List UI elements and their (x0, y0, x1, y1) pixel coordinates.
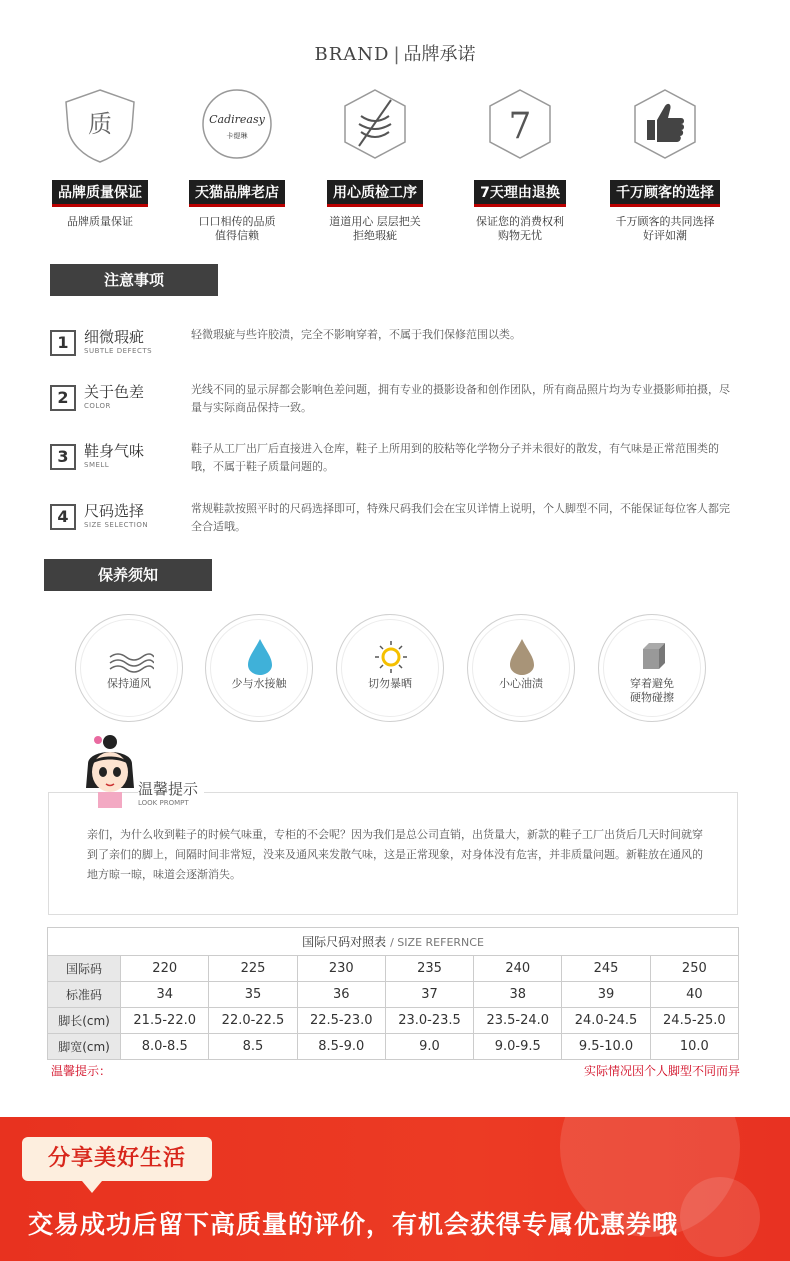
brand-badge: 天猫品牌老店 (189, 180, 285, 207)
thumbs-up-icon (615, 86, 715, 166)
brand-title-separator: | (393, 44, 400, 65)
brand-desc-line2: 好评如潮 (643, 229, 687, 242)
care-label (337, 677, 443, 691)
care-label-line1: 保持通风 (107, 677, 151, 690)
table-cell: 34 (121, 982, 209, 1008)
care-item-sun (336, 614, 444, 722)
sun-icon (367, 637, 415, 675)
brand-desc (35, 215, 165, 229)
notice-title-en: SUBTLE DEFECTS (84, 347, 153, 355)
table-cell: 235 (385, 956, 473, 982)
care-label-line1: 小心油渍 (499, 677, 543, 690)
table-cell: 240 (474, 956, 562, 982)
table-row (48, 956, 739, 982)
brand-title (0, 40, 790, 66)
brand-desc-line2: 购物无忧 (498, 229, 542, 242)
table-cell: 9.5-10.0 (562, 1034, 650, 1060)
notice-title-en: SIZE SELECTION (84, 521, 149, 529)
brand-desc (310, 215, 440, 243)
notice-number: 3 (50, 444, 76, 470)
table-cell: 250 (650, 956, 738, 982)
care-item-ventilate (75, 614, 183, 722)
table-cell: 10.0 (650, 1034, 738, 1060)
brand-desc-line1: 千万顾客的共同选择 (615, 215, 715, 228)
logo-icon (187, 86, 287, 166)
brand-title-en: BRAND (314, 44, 390, 65)
needle-icon (325, 86, 425, 166)
brand-desc-line1: 道道用心 层层把关 (329, 215, 421, 228)
table-cell: 36 (297, 982, 385, 1008)
table-cell: 9.0-9.5 (474, 1034, 562, 1060)
care-label (76, 677, 182, 691)
seven-icon (470, 86, 570, 166)
table-cell: 225 (209, 956, 297, 982)
table-cell: 230 (297, 956, 385, 982)
notice-text: 光线不同的显示屏都会影响色差问题，拥有专业的摄影设备和创作团队，所有商品照片均为专业摄影师拍摄，尽量与实际商品保持一致。 (191, 383, 730, 414)
table-cell: 8.5 (209, 1034, 297, 1060)
care-label (599, 677, 705, 705)
table-cell: 245 (562, 956, 650, 982)
brand-item-choice (600, 86, 730, 243)
brand-desc-line2: 拒绝瑕疵 (353, 229, 397, 242)
notice-title: 鞋身气味 (84, 442, 145, 460)
brand-desc (600, 215, 730, 243)
brand-title-cn: 品牌承诺 (403, 44, 476, 65)
table-cell: 9.0 (385, 1034, 473, 1060)
table-cell: 23.0-23.5 (385, 1008, 473, 1034)
table-cell: 220 (121, 956, 209, 982)
brand-desc-line1: 保证您的消费权利 (476, 215, 564, 228)
care-label-line1: 切勿暴晒 (368, 677, 412, 690)
notice-title-en: COLOR (84, 402, 111, 410)
size-table-caption-en: / SIZE REFERNCE (390, 936, 484, 949)
care-label-line1: 穿着避免 (630, 677, 674, 690)
brand-item-quality (35, 86, 165, 229)
share-banner (0, 1117, 790, 1261)
size-table-caption (48, 928, 739, 956)
table-cell: 22.0-22.5 (209, 1008, 297, 1034)
seven-icon-text: 7 (508, 106, 532, 147)
notice-title: 细微瑕疵 (84, 328, 145, 346)
table-cell: 37 (385, 982, 473, 1008)
cartoon-girl-icon (80, 734, 140, 810)
table-row (48, 982, 739, 1008)
brand-badge: 用心质检工序 (327, 180, 423, 207)
table-cell: 24.5-25.0 (650, 1008, 738, 1034)
table-cell: 22.5-23.0 (297, 1008, 385, 1034)
brand-item-inspection (310, 86, 440, 243)
care-label-line1: 少与水接触 (231, 677, 287, 690)
table-row-label: 脚宽(cm) (48, 1034, 121, 1060)
care-label (468, 677, 574, 691)
table-cell: 8.5-9.0 (297, 1034, 385, 1060)
warm-tip-note: 实际情况因个人脚型不同而异 (583, 1064, 740, 1078)
brand-desc-line2: 值得信赖 (215, 229, 259, 242)
table-cell: 24.0-24.5 (562, 1008, 650, 1034)
care-label (206, 677, 312, 691)
notice-number: 4 (50, 504, 76, 530)
brand-desc (455, 215, 585, 243)
table-cell: 39 (562, 982, 650, 1008)
care-item-water (205, 614, 313, 722)
box-icon (629, 637, 677, 675)
tip-box (48, 792, 738, 915)
brand-desc (172, 215, 302, 243)
water-drop-icon (236, 637, 284, 675)
tip-title: 温馨提示 (138, 778, 204, 799)
table-row (48, 1034, 739, 1060)
table-cell: 21.5-22.0 (121, 1008, 209, 1034)
tip-title-en: LOOK PROMPT (138, 799, 195, 807)
shield-icon-text: 质 (88, 110, 112, 138)
table-row-label: 国际码 (48, 956, 121, 982)
size-table (47, 927, 739, 1060)
brand-badge: 千万顾客的选择 (610, 180, 720, 207)
table-cell: 38 (474, 982, 562, 1008)
share-text: 交易成功后留下高质量的评价，有机会获得专属优惠券哦 (28, 1210, 679, 1239)
size-table-caption-cn: 国际尺码对照表 (302, 935, 387, 949)
notice-title: 关于色差 (84, 383, 145, 401)
table-row (48, 1008, 739, 1034)
share-pill: 分享美好生活 (22, 1137, 212, 1181)
table-cell: 40 (650, 982, 738, 1008)
brand-desc-line1: 口口相传的品质 (198, 215, 276, 228)
brand-badge: 品牌质量保证 (52, 180, 148, 207)
warm-tip-label: 温馨提示： (51, 1064, 112, 1078)
banner-decoration (680, 1177, 760, 1257)
table-row-label: 标准码 (48, 982, 121, 1008)
care-header: 保养须知 (44, 559, 212, 591)
tip-text: 亲们，为什么收到鞋子的时候气味重，专柜的不会呢？因为我们是总公司直销，出货量大，新款的鞋子工厂出货后几天时间就穿到了亲们的脚上，间隔时间非常短，没来及通风来发散气味，这是正常现象，对身体没有危害，并非质量问题。新鞋放在通风的地方晾一晾，味道会逐渐消失。 (87, 828, 703, 881)
notice-text: 鞋子从工厂出厂后直接进入仓库，鞋子上所用到的胶粘等化学物分子并未很好的散发，有气味是正常范围类的哦，不属于鞋子质量问题的。 (191, 442, 719, 473)
brand-item-store (172, 86, 302, 243)
care-item-oil (467, 614, 575, 722)
size-table-caption-row (48, 928, 739, 956)
notice-number: 1 (50, 330, 76, 356)
wind-icon (106, 637, 154, 675)
logo-icon-text: Cadireasy (209, 113, 265, 126)
oil-drop-icon (498, 637, 546, 675)
table-cell: 8.0-8.5 (121, 1034, 209, 1060)
brand-badge: 7天理由退换 (474, 180, 566, 207)
notice-title-en: SMELL (84, 461, 110, 469)
notice-header: 注意事项 (50, 264, 218, 296)
brand-item-return (455, 86, 585, 243)
table-row-label: 脚长(cm) (48, 1008, 121, 1034)
notice-text: 常规鞋款按照平时的尺码选择即可，特殊尺码我们会在宝贝详情上说明，个人脚型不同，不能保证每位客人都完全合适哦。 (191, 502, 730, 533)
notice-text: 轻微瑕疵与些许胶渍，完全不影响穿着，不属于我们保修范围以类。 (191, 328, 521, 341)
notice-title: 尺码选择 (84, 502, 145, 520)
notice-number: 2 (50, 385, 76, 411)
table-cell: 23.5-24.0 (474, 1008, 562, 1034)
logo-icon-subtext: 卡缇琳 (226, 132, 248, 140)
table-cell: 35 (209, 982, 297, 1008)
care-item-hard-object (598, 614, 706, 722)
care-label-line2: 硬物碰擦 (630, 691, 674, 704)
brand-desc-line1: 品牌质量保证 (67, 215, 133, 228)
shield-icon (50, 86, 150, 166)
